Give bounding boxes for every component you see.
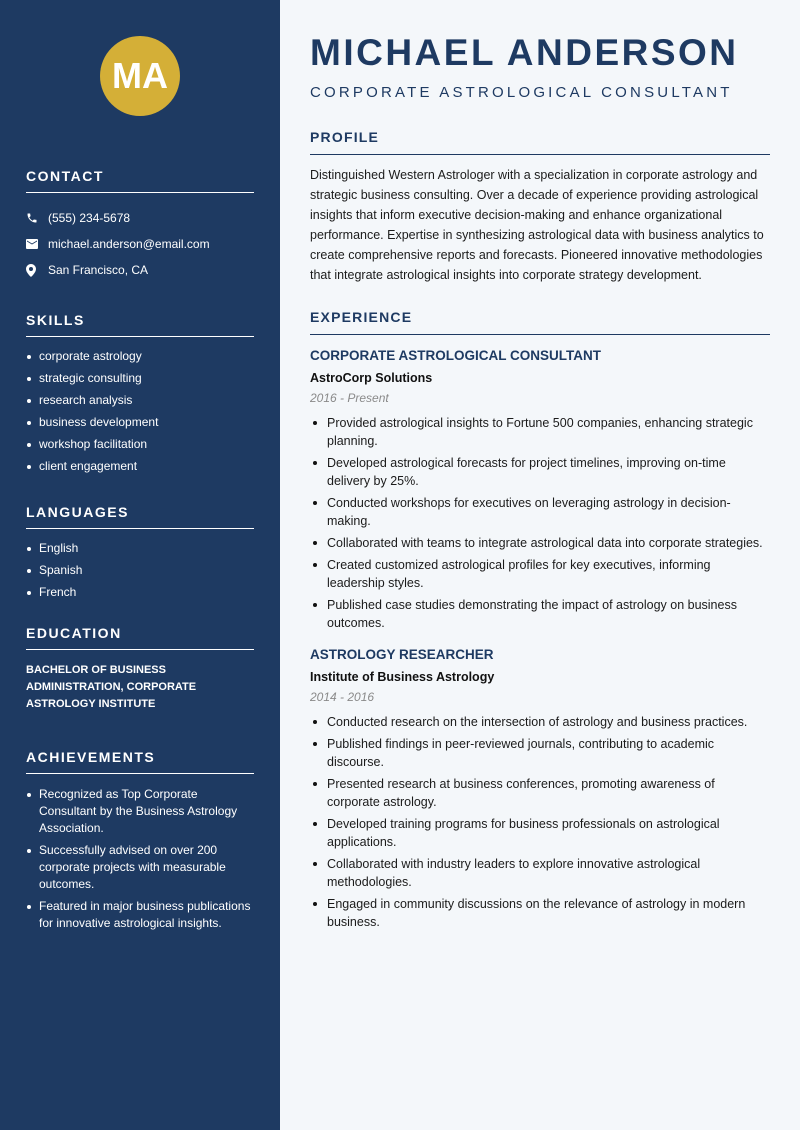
job-bullet: Created customized astrological profiles for key executives, informing leadership styles. [310,556,770,592]
job-bullet: Presented research at business conferences, promoting awareness of corporate astrology. [310,775,770,811]
contact-heading: CONTACT [26,168,254,193]
job-company: AstroCorp Solutions [310,371,433,385]
job-bullet: Provided astrological insights to Fortune 500 companies, enhancing strategic planning. [310,414,770,450]
job-bullet: Conducted workshops for executives on leveraging astrology in decision-making. [310,494,770,530]
achievements-section [26,749,254,932]
phone-text: (555) 234-5678 [48,211,131,225]
location-pin-icon [26,264,48,277]
job-entry [310,647,770,931]
job-bullet: Published findings in peer-reviewed journals, contributing to academic discourse. [310,735,770,771]
job-entry [310,348,770,632]
profile-heading: PROFILE [310,129,770,155]
job-bullets [310,414,770,632]
email-icon [26,239,48,249]
skills-heading: SKILLS [26,312,254,337]
language-item: English [26,541,254,556]
job-bullets [310,713,770,931]
education-heading: EDUCATION [26,625,254,650]
language-item: Spanish [26,563,254,578]
job-bullet: Collaborated with industry leaders to explore innovative astrological methodologies. [310,855,770,891]
experience-heading: EXPERIENCE [310,309,770,335]
contact-phone [26,205,254,231]
skill-item: corporate astrology [26,349,254,364]
achievements-heading: ACHIEVEMENTS [26,749,254,774]
job-company: Institute of Business Astrology [310,670,495,684]
contact-location [26,257,254,283]
location-text: San Francisco, CA [48,263,149,277]
education-degree: BACHELOR OF BUSINESS ADMINISTRATION, CORPORATE ASTROLOGY INSTITUTE [26,664,197,710]
achievement-item: Recognized as Top Corporate Consultant by the Business Astrology Association. [26,786,254,837]
skills-list [26,349,254,474]
phone-icon [26,212,48,224]
language-item: French [26,585,254,600]
languages-heading: LANGUAGES [26,504,254,529]
profile-text: Distinguished Western Astrologer with a specialization in corporate astrology and strategic business consulting. Over a decade of experience providing astrological insights that inform executive decision-making and enhance organizational performance. Expertise in synthesizing astrological data with business analytics to create comprehensive reports and forecasts. Pioneered innovative methodologies that integrate astrological insights into corporate strategy development. [310,168,764,282]
candidate-name: MICHAEL ANDERSON [310,32,739,73]
sidebar [0,0,280,1130]
experience-section [310,309,770,931]
job-dates: 2016 - Present [310,391,389,405]
candidate-role: CORPORATE ASTROLOGICAL CONSULTANT [310,84,733,101]
achievement-item: Successfully advised on over 200 corporate projects with measurable outcomes. [26,842,254,893]
achievement-item: Featured in major business publications for innovative astrological insights. [26,898,254,932]
skills-section [26,312,254,474]
job-bullet: Published case studies demonstrating the impact of astrology on business outcomes. [310,596,770,632]
achievements-list [26,786,254,932]
contact-section [26,168,254,283]
job-dates: 2014 - 2016 [310,690,375,704]
job-bullet: Engaged in community discussions on the relevance of astrology in modern business. [310,895,770,931]
job-title: ASTROLOGY RESEARCHER [310,647,494,662]
job-bullet: Developed astrological forecasts for project timelines, improving on-time delivery by 25%. [310,454,770,490]
skill-item: client engagement [26,459,254,474]
job-bullet: Collaborated with teams to integrate astrological data into corporate strategies. [310,534,770,552]
languages-list [26,541,254,600]
job-bullet: Conducted research on the intersection of astrology and business practices. [310,713,770,731]
profile-section [310,129,770,285]
avatar-initials: MA [100,36,180,116]
skill-item: workshop facilitation [26,437,254,452]
email-text: michael.anderson@email.com [48,237,210,251]
job-bullet: Developed training programs for business professionals on astrological applications. [310,815,770,851]
job-title: CORPORATE ASTROLOGICAL CONSULTANT [310,348,601,363]
skill-item: business development [26,415,254,430]
main-content [280,0,800,1130]
skill-item: strategic consulting [26,371,254,386]
education-section [26,625,254,713]
languages-section [26,504,254,600]
contact-email [26,231,254,257]
skill-item: research analysis [26,393,254,408]
